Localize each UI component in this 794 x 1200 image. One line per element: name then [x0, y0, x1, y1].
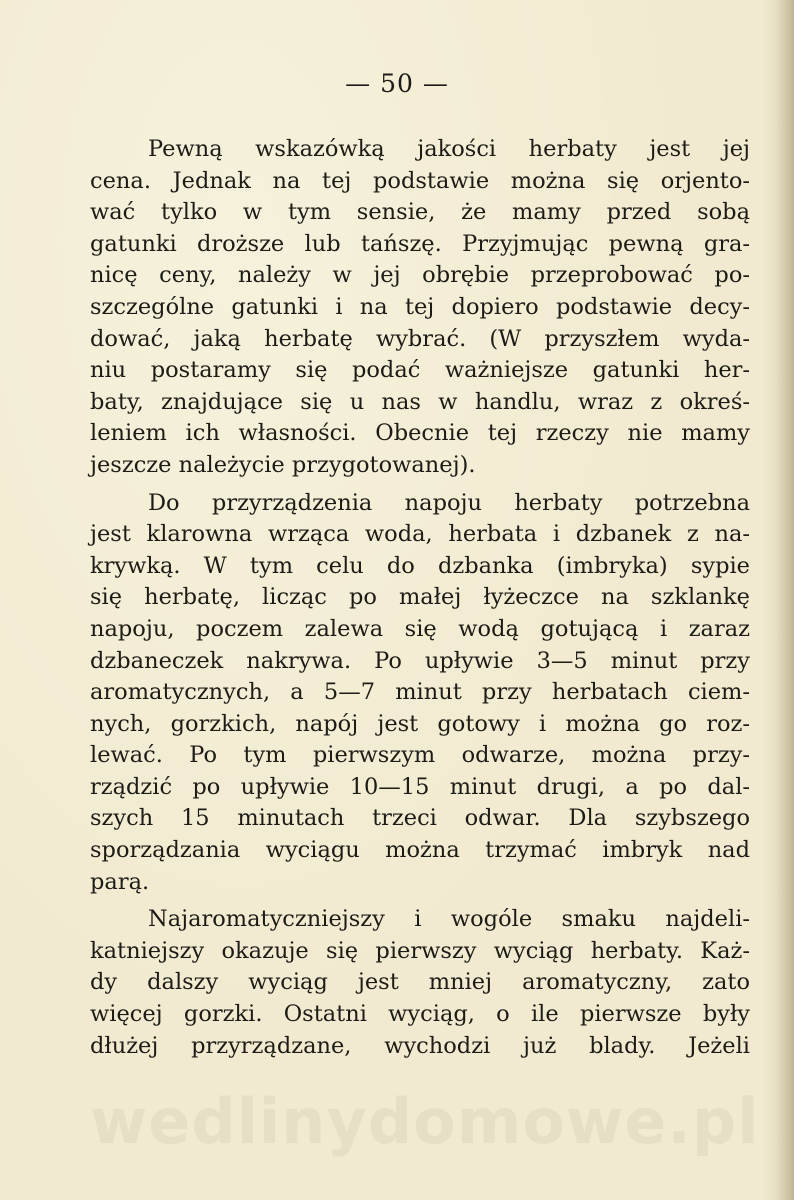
- text-line: niu postaramy się podać ważniejsze gatunki her-: [90, 357, 750, 384]
- text-line: jest klarowna wrząca woda, herbata i dzbanek z na-: [90, 521, 750, 548]
- paragraph: [90, 134, 750, 482]
- page-number: — 50 —: [345, 69, 449, 98]
- text-line: Do przyrządzenia napoju herbaty potrzebna: [148, 489, 750, 516]
- text-line: nych, gorzkich, napój jest gotowy i można go roz-: [90, 710, 750, 737]
- text-line: sporządzania wyciągu można trzymać imbryk nad: [90, 837, 750, 864]
- text-line: dłużej przyrządzane, wychodzi już blady. Jeżeli: [90, 1032, 750, 1059]
- text-line: szczególne gatunki i na tej dopiero podstawie decy-: [90, 293, 750, 320]
- text-line: katniejszy okazuje się pierwszy wyciąg herbaty. Każ-: [90, 937, 750, 964]
- text-line: więcej gorzki. Ostatni wyciąg, o ile pierwsze były: [90, 1001, 750, 1028]
- page-spine-shadow: [776, 0, 794, 1200]
- text-line: aromatycznych, a 5—7 minut przy herbatach ciem-: [90, 679, 750, 706]
- text-line: wać tylko w tym sensie, że mamy przed sobą: [90, 199, 750, 226]
- text-line: nicę ceny, należy w jej obrębie przeprobować po-: [90, 262, 750, 289]
- body-text: [90, 134, 750, 1062]
- text-line: dzbaneczek nakrywa. Po upływie 3—5 minut przy: [90, 647, 750, 674]
- text-line: cena. Jednak na tej podstawie można się orjento-: [90, 167, 750, 194]
- text-line: jeszcze należycie przygotowanej).: [90, 451, 476, 478]
- text-line: baty, znajdujące się u nas w handlu, wraz z okreś-: [90, 388, 750, 415]
- text-line: dować, jaką herbatę wybrać. (W przyszłem wyda-: [90, 325, 750, 352]
- text-line: lewać. Po tym pierwszym odwarze, można przy-: [90, 742, 750, 769]
- text-line: krywką. W tym celu do dzbanka (imbryka) sypie: [90, 552, 750, 579]
- text-line: gatunki droższe lub tańszę. Przyjmując pewną gra-: [90, 230, 750, 257]
- text-line: leniem ich własności. Obecnie tej rzeczy nie mamy: [90, 420, 750, 447]
- text-line: napoju, poczem zalewa się wodą gotującą i zaraz: [90, 615, 750, 642]
- text-line: się herbatę, licząc po małej łyżeczce na szklankę: [90, 584, 750, 611]
- watermark: wedlinydomowe.pl: [90, 1085, 760, 1158]
- text-line: Najaromatyczniejszy i wogóle smaku najdeli-: [148, 906, 750, 933]
- paragraph: [90, 488, 750, 899]
- text-line: Pewną wskazówką jakości herbaty jest jej: [148, 136, 750, 162]
- text-line: rządzić po upływie 10—15 minut drugi, a po dal-: [90, 773, 750, 800]
- paragraph: [90, 904, 750, 1062]
- text-line: dy dalszy wyciąg jest mniej aromatyczny, zato: [90, 969, 750, 996]
- text-line: szych 15 minutach trzeci odwar. Dla szybszego: [90, 805, 750, 832]
- text-line: parą.: [90, 868, 150, 895]
